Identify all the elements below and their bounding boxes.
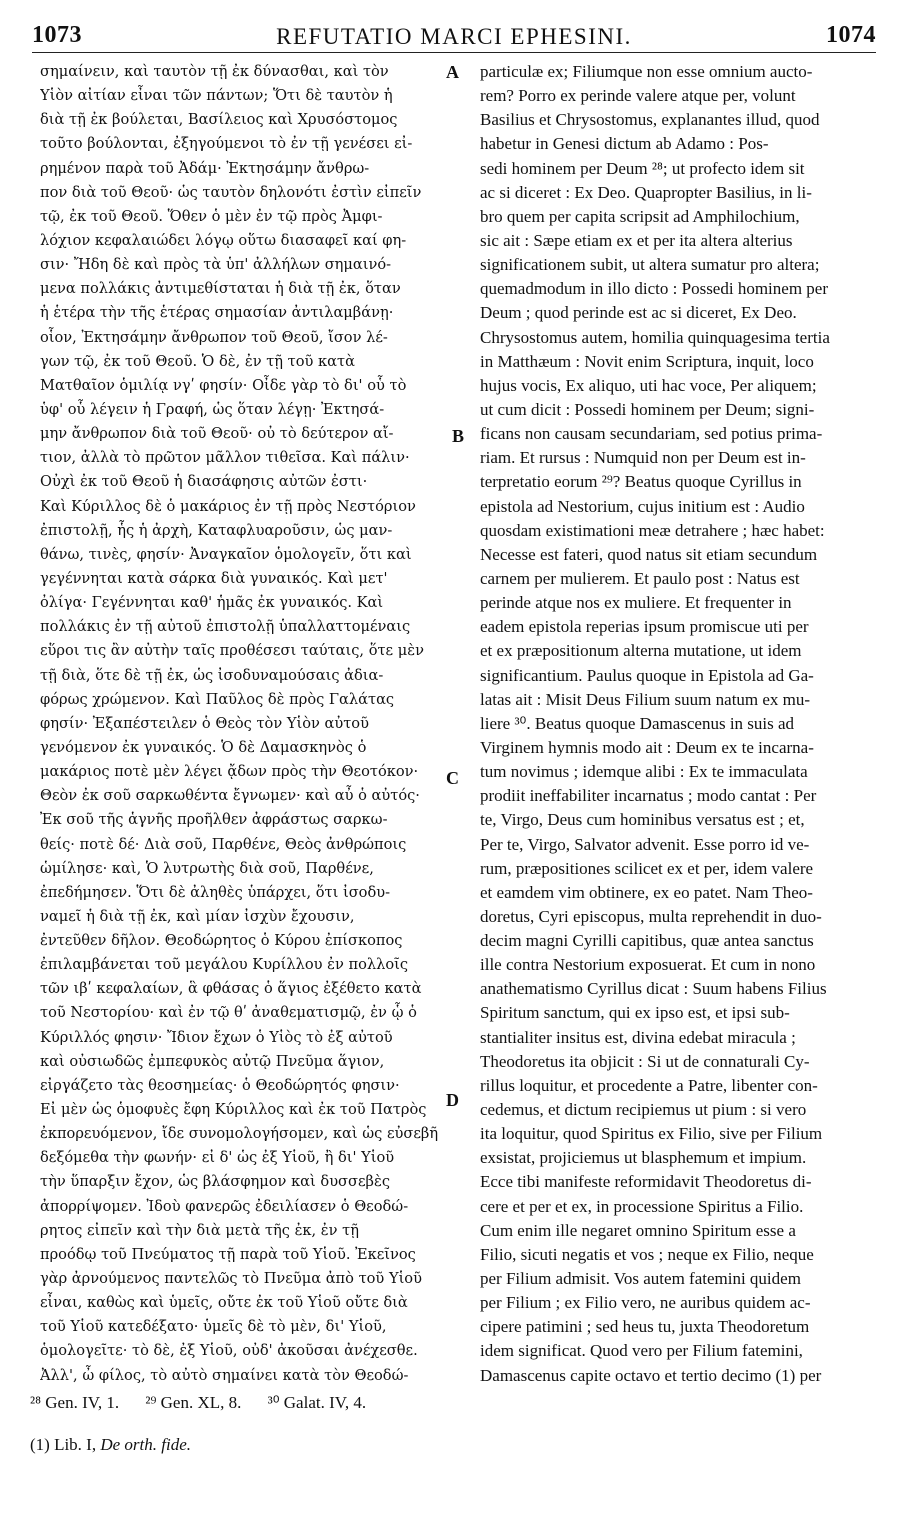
greek-text-line: Κύριλλός φησιν· Ἴδιον ἔχων ὁ Υἱὸς τὸ ἐξ αὐτοῦ [40,1028,393,1046]
greek-text-line: Ματθαῖον ὁμιλίᾳ νγʹ φησίν· Οἶδε γὰρ τὸ δι' οὗ τὸ [40,376,407,394]
greek-text-line: Υἱὸν αἰτίαν εἶναι τῶν πάντων; Ὅτι δὲ ταυτὸν ἡ [40,87,393,105]
greek-text-line: τοῦ Υἱοῦ κατεδέξατο· ὑμεῖς δὲ τὸ μὲν, δι' Υἱοῦ, [40,1318,387,1336]
greek-text-line: ἐντεῦθεν δῆλον. Θεοδώρητος ὁ Κύρου ἐπίσκοπος [40,932,403,950]
footnote-29: ²⁹ Gen. XL, 8. [145,1393,242,1412]
greek-text-line: τοῦτο βούλονται, ἐξηγούμενοι τὸ ἐν τῇ γενέσει εἰ- [40,135,413,153]
greek-text-line: πον διὰ τοῦ Θεοῦ· ὡς ταυτὸν δηλονότι ἐστὶν εἰπεῖν [40,183,422,201]
greek-text-line: τοῦ Νεστορίου· καὶ ἐν τῷ θʹ ἀναθεματισμῷ, ἐν ᾧ ὁ [40,1004,417,1022]
latin-text-line: rum, præpositiones scilicet ex et per, idem valere [480,858,814,878]
latin-text-line: Deum ; quod perinde est ac si diceret, Ex Deo. [480,303,797,323]
scripture-footnotes [30,1393,890,1413]
greek-text-line: τιον, ἀλλὰ τὸ πρῶτον μᾶλλον τιθεῖσα. Καὶ πάλιν· [40,449,410,467]
page-header [32,18,876,53]
latin-text-line: carnem per mulierem. Et paulo post : Natus est [480,568,800,588]
latin-text-line: significantium. Paulus quoque in Epistola ad Ga- [480,665,814,685]
latin-text-line: Theodoretus ita objicit : Si ut de connaturali Cy- [480,1051,810,1071]
greek-text-line: σιν· Ἤδη δὲ καὶ πρὸς τὰ ὑπ' ἀλλήλων σημαινό- [40,256,392,274]
greek-text-line: Οὐχὶ ἐκ τοῦ Θεοῦ ἡ διασάφησις αὐτῶν ἐστι· [40,473,368,491]
latin-text-line: cedemus, et dictum recipiemus ut pium : si vero [480,1100,807,1120]
greek-text-line: ἐπιστολῇ, ἧς ἡ ἀρχὴ, Καταφλυαροῦσιν, ὡς μαν- [40,521,393,539]
latin-text-line: tum novimus ; idemque alibi : Ex te immaculata [480,762,808,782]
latin-text-line: significationem subit, ut altera sumatur pro altera; [480,255,820,275]
greek-text-line: πολλάκις ἐν τῇ αὐτοῦ ἐπιστολῇ ὑπαλλαττομέναις [40,618,411,636]
latin-text-line: doretus, Cyri episcopus, multa reprehendit in duo- [480,906,822,926]
greek-text-line: φόρως χρώμενον. Καὶ Παῦλος δὲ πρὸς Γαλάτας [40,690,395,708]
greek-text-line: μακάριος ποτὲ μὲν λέγει ᾄδων πρὸς τὴν Θεοτόκον· [40,763,419,781]
greek-text-line: μην ἄνθρωπον διὰ τοῦ Θεοῦ· οὐ τὸ δεύτερον αἴ- [40,425,394,443]
greek-text-line: ἐκπορευόμενον, ἴδε συνομολογήσομεν, καὶ ὡς εὐσεβῆ [40,1125,439,1143]
latin-text-line: Ecce tibi manifeste reformidavit Theodoretus di- [480,1172,812,1192]
greek-text-line: λόχιον κεφαλαιώδει λόγῳ οὕτω διασαφεῖ καί φη- [40,231,407,249]
latin-text-line: in Matthæum : Novit enim Scriptura, inquit, loco [480,351,814,371]
latin-text-line: per Filium ; ex Filio vero, ne auribus quidem ac- [480,1293,811,1313]
greek-text-line: ρημένον παρὰ τοῦ Ἀδάμ· Ἐκτησάμην ἄνθρω- [40,159,370,177]
greek-text-line: τῷ, ἐκ τοῦ Θεοῦ. Ὅθεν ὁ μὲν ἐν τῷ πρὸς Ἀμφι- [40,207,383,225]
latin-text-line: te, Virgo, Deus cum hominibus versatus est ; et, [480,810,805,830]
greek-text-line: προόδῳ τοῦ Πνεύματος τῇ παρὰ τοῦ Υἱοῦ. Ἐκεῖνος [40,1245,416,1263]
latin-text-line: Damascenus capite octavo et tertio decimo (1) per [480,1365,822,1385]
latin-text-line: habetur in Genesi dictum ab Adamo : Pos- [480,134,769,154]
greek-text-line: ἐπεδήμησεν. Ὅτι δὲ ἀληθὲς ὑπάρχει, ὅτι ἰσοδυ- [40,883,391,901]
latin-text-line: sic ait : Sæpe etiam ex et per ita altera alterius [480,230,793,250]
latin-text-line: quemadmodum in illo dicto : Possedi hominem per [480,279,828,299]
greek-text-line: τῶν ιβʹ κεφαλαίων, ἃ φθάσας ὁ ἅγιος ἐξέθετο κατὰ [40,980,422,998]
latin-text-line: cere et per et ex, in processione Spiritus a Filio. [480,1196,804,1216]
greek-text-line: οἷον, Ἐκτησάμην ἄνθρωπον τοῦ Θεοῦ, ἴσον λέ- [40,328,388,346]
latin-text-line: et ex præpositionum alterna mutatione, ut idem [480,641,802,661]
greek-text-line: ἐπιλαμβάνεται τοῦ μεγάλου Κυρίλλου ἐν πολλοῖς [40,956,409,974]
latin-text-line: particulæ ex; Filiumque non esse omnium aucto- [480,62,813,81]
greek-text-line: Εἰ μὲν ὡς ὁμοφυὲς ἔφη Κύριλλος καὶ ἐκ τοῦ Πατρὸς [40,1101,427,1119]
latin-text-line: Chrysostomus autem, homilia quinquagesima tertia [480,327,830,347]
latin-text-line: stantialiter insitus est, divina edebat miracula ; [480,1027,796,1047]
greek-text-line: ὀλίγα· Γεγέννηται καθ' ἡμᾶς ἐκ γυναικός. Καὶ [40,594,384,612]
latin-text-line: riam. Et rursus : Numquid non per Deum est in- [480,448,806,468]
latin-text-line: et eamdem vim obtinere, ex eo patet. Nam Theo- [480,882,813,902]
latin-text-line: ut cum dicit : Possedi hominem per Deum; signi- [480,399,815,419]
greek-text-line: ὑφ' οὗ λέγειν ἡ Γραφή, ὡς ὅταν λέγῃ· Ἐκτησά- [40,400,385,418]
latin-text-line: eadem epistola reperias ipsum promiscue uti per [480,617,809,637]
latin-text-line: Spiritum sanctum, qui ex ipso est, et ipsi sub- [480,1003,790,1023]
greek-text-line: εἶναι, καθὼς καὶ ὑμεῖς, οὔτε ἐκ τοῦ Υἱοῦ οὔτε διὰ [40,1294,408,1312]
editor-footnote [30,1435,890,1455]
latin-text-line: ficans non causam secundariam, sed potius prima- [480,424,823,444]
greek-text-line: ἀπορρίψομεν. Ἰδοὺ φανερῶς ἐδειλίασεν ὁ Θεοδώ- [40,1197,409,1215]
latin-text-line: rem? Porro ex perinde valere atque per, volunt [480,86,796,106]
left-column-number: 1073 [32,22,82,48]
greek-text-line: ἡ ἑτέρα τὴν τῆς ἑτέρας σημασίαν ἀντιλαμβάνῃ· [40,304,394,322]
greek-text-line: εἰργάζετο τὰς θεοσημείας· ὁ Θεοδώρητός φησιν· [40,1076,400,1094]
latin-text-line: liere ³⁰. Beatus quoque Damascenus in suis ad [480,713,795,733]
section-marker-a: A [446,62,459,82]
greek-text-line: ὁμολογεῖτε· τὸ δὲ, ἐξ Υἱοῦ, οὐδ' ἀκοῦσαι ἀνέχεσθε. [40,1342,418,1360]
greek-text-line: τὴν ὕπαρξιν ἔχον, ὡς βλάσφημον καὶ δυσσεβὲς [40,1173,390,1191]
section-marker-c: C [446,768,459,788]
latin-text-line: rillus loquitur, et procedente a Patre, libenter con- [480,1075,818,1095]
greek-text-line: ρητος εἰπεῖν καὶ τὴν διὰ μετὰ τῆς ἐκ, ἐν τῇ [40,1221,359,1239]
latin-text-line: cipere patimini ; sed heus tu, juxta Theodoretum [480,1317,810,1337]
greek-text-line: ναμεῖ ἡ διὰ τῇ ἐκ, καὶ μίαν ἰσχὺν ἔχουσιν, [40,907,355,925]
editor-footnote-prefix: (1) Lib. I, [30,1435,97,1454]
running-title: REFUTATIO MARCI EPHESINI. [276,24,632,49]
latin-text-line: Cum enim ille negaret omnino Spiritum esse a [480,1220,796,1240]
latin-text-line: ac si diceret : Ex Deo. Quapropter Basilius, in li- [480,182,812,202]
latin-text-line: prodiit ineffabiliter incarnatus ; modo cantat : Per [480,786,817,806]
greek-text-line: Καὶ Κύριλλος δὲ ὁ μακάριος ἐν τῇ πρὸς Νεστόριον [40,497,416,515]
footnote-30: ³⁰ Galat. IV, 4. [267,1393,367,1412]
greek-text-line: σημαίνειν, καὶ ταυτὸν τῇ ἐκ δύνασθαι, καὶ τὸν [40,63,389,80]
latin-text-line: anathematismo Cyrillus dicat : Suum habens Filius [480,979,827,999]
latin-text-line: epistola ad Nestorium, cujus initium est : Audio [480,496,805,516]
greek-text-line: Ἀλλ', ὦ φίλος, τὸ αὐτὸ σημαίνει κατὰ τὸν Θεοδώ- [40,1366,409,1384]
latin-text-line: hujus vocis, Ex aliquo, uti hac voce, Per aliquem; [480,375,817,395]
greek-text-line: διὰ τῇ ἐκ βούλεται, Βασίλειος καὶ Χρυσόστομος [40,111,398,129]
greek-text-line: μενα πολλάκις ἀντιμεθίσταται ἡ διὰ τῇ ἐκ, ὅταν [40,280,401,298]
latin-text-line: sedi hominem per Deum ²⁸; ut profecto idem sit [480,158,805,178]
greek-text-line: Θεὸν ἐκ σοῦ σαρκωθέντα ἔγνωμεν· καὶ αὖ ὁ αὐτός· [40,787,420,805]
greek-text-line: θάνω, τινὲς, φησίν· Ἀναγκαῖον ὁμολογεῖν, ὅτι καὶ [40,545,412,563]
greek-text-line: τῇ διὰ, ὅτε δὲ τῇ ἐκ, ὡς ἰσοδυναμούσαις ἀδια- [40,666,384,684]
latin-text-line: Basilius et Chrysostomus, explanantes illud, quod [480,110,820,130]
right-column-number: 1074 [826,22,876,48]
latin-text-line: idem significat. Quod vero per Filium fatemini, [480,1341,803,1361]
greek-text-line: γεγέννηται κατὰ σάρκα διὰ γυναικός. Καὶ μετ' [40,569,388,587]
editor-footnote-title: De orth. fide. [100,1435,191,1454]
latin-text-line: per Filium admisit. Vos autem fatemini quidem [480,1269,801,1289]
greek-text-line: Ἐκ σοῦ τῆς ἁγνῆς προῆλθεν ἀφράστως σαρκω- [40,811,388,829]
greek-text-line: γων τῷ, ἐκ τοῦ Θεοῦ. Ὁ δὲ, ἐν τῇ τοῦ κατὰ [40,352,355,370]
latin-text-line: bro quem per capita scripsit ad Amphilochium, [480,206,800,226]
latin-text-line: Necesse est fateri, quod natus sit etiam secundum [480,544,818,564]
latin-text-line: Filio, sicuti negatis et vos ; neque ex Filio, neque [480,1244,814,1264]
latin-text-line: latas ait : Misit Deus Filium suum natum ex mu- [480,689,811,709]
latin-text-line: Virginem hymnis modo ait : Deum ex te incarna- [480,737,814,757]
greek-text-line: θείς· ποτὲ δέ· Διὰ σοῦ, Παρθένε, Θεὸς ἀνθρώποις [40,835,407,853]
section-marker-b: B [452,426,465,446]
latin-text-line: ita loquitur, quod Spiritus ex Filio, sive per Filium [480,1124,823,1144]
greek-column [40,60,440,1388]
greek-text-line: ὡμίλησε· καὶ, Ὁ λυτρωτὴς διὰ σοῦ, Παρθένε, [40,859,374,877]
footnote-28: ²⁸ Gen. IV, 1. [30,1393,120,1412]
latin-text-line: decim magni Cyrilli capitibus, quæ antea sanctus [480,931,814,951]
latin-text-line: terpretatio eorum ²⁹? Beatus quoque Cyrillus in [480,472,802,492]
latin-text-line: ille contra Nestorium exposuerat. Et cum in nono [480,955,816,975]
greek-text-line: γενόμενον ἐκ γυναικός. Ὁ δὲ Δαμασκηνὸς ὁ [40,738,367,756]
latin-text-line: Per te, Virgo, Salvator advenit. Esse porro id ve- [480,834,810,854]
latin-column [480,60,872,1388]
greek-text-line: δεξόμεθα τὴν φωνήν· εἰ δ' ὡς ἐξ Υἱοῦ, ἢ δι' Υἱοῦ [40,1149,395,1167]
greek-text-line: εὕροι τις ἂν αὐτὴν ταῖς προθέσεσι ταύταις, ὅτε μὲν [40,642,424,660]
latin-text-line: quosdam existimationi meæ detrahere ; hæc habet: [480,520,825,540]
latin-text-line: perinde atque nos ex muliere. Et frequenter in [480,593,792,613]
latin-text-line: exsistat, projiciemus ut blasphemum et impium. [480,1148,807,1168]
greek-text-line: φησίν· Ἐξαπέστειλεν ὁ Θεὸς τὸν Υἱὸν αὐτοῦ [40,714,369,732]
section-marker-d: D [446,1090,459,1110]
greek-text-line: γὰρ ἀρνούμενος παντελῶς τὸ Πνεῦμα ἀπὸ τοῦ Υἱοῦ [40,1270,422,1288]
greek-text-line: καὶ οὐσιωδῶς ἐμπεφυκὸς αὐτῷ Πνεῦμα ἅγιον, [40,1052,385,1070]
